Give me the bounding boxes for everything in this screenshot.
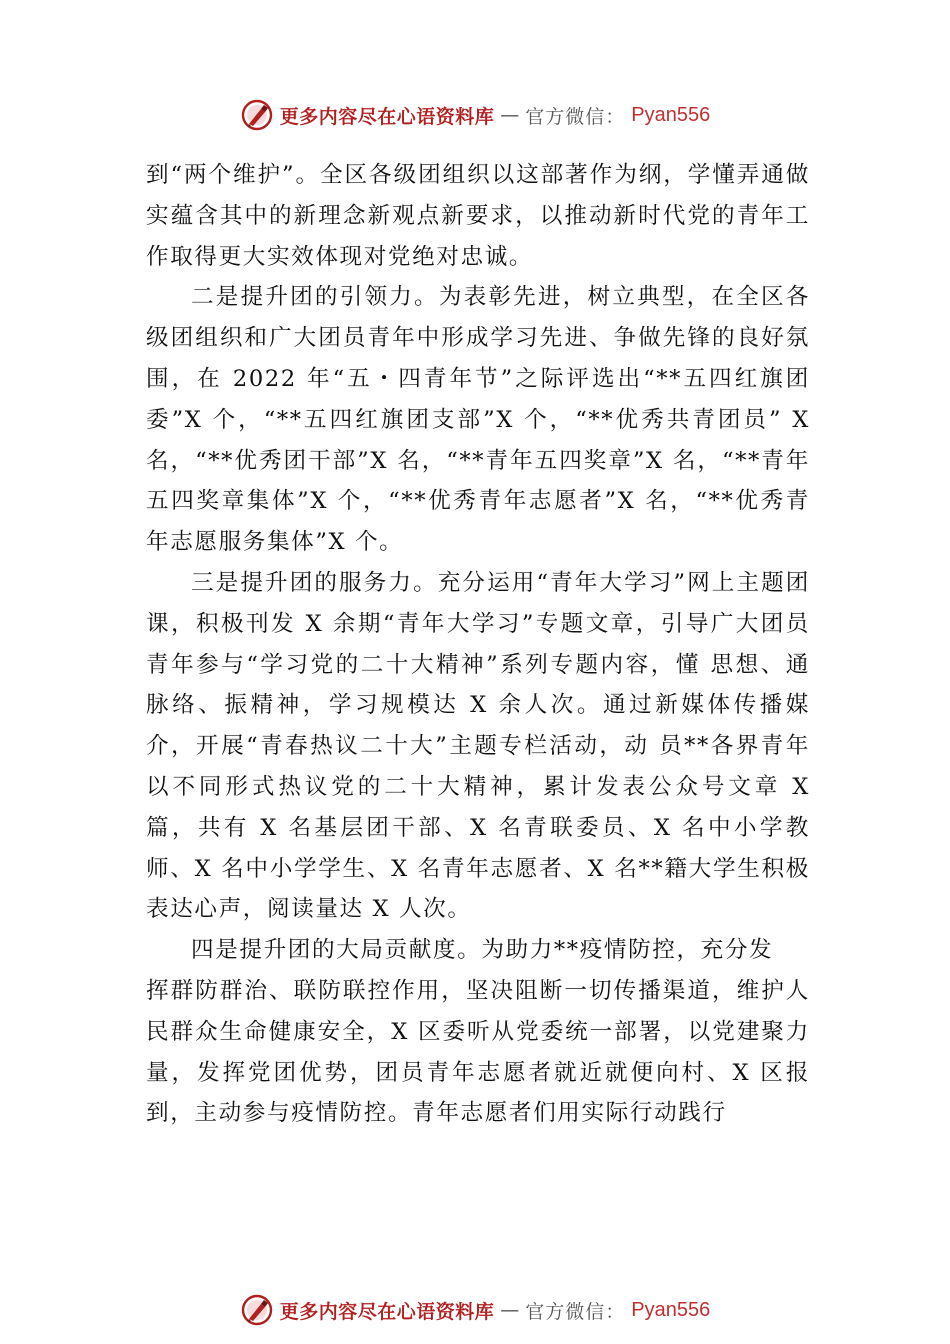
watermark-official-label: 官方微信： (525, 1300, 626, 1323)
footer-watermark (0, 1290, 950, 1330)
watermark-brand-text: 更多内容尽在心语资料库 (279, 105, 495, 128)
pen-seal-icon (240, 98, 274, 132)
watermark-official-label: 官方微信： (525, 105, 626, 128)
watermark-separator: — (500, 1299, 520, 1321)
watermark-brand-text: 更多内容尽在心语资料库 (279, 1300, 495, 1323)
paragraph-service: 三是提升团的服务力。充分运用“青年大学习”网上主题团课，积极刊发 X 余期“青年大学习”专题文章，引导广大团员青年参与“学习党的二十大精神”系列专题内容，懂 思想、通脉络、振精神，学习规模达 X 余人次。通过新媒体传播媒介，开展“青春热议二十大”主题专栏活动，动 员**各界青年以不同形式热议党的二十大精神，累计发表公众号文章 X 篇，共有 X 名基层团干部、X 名青联委员、X 名中小学教师、X 名中小学学生、X 名青年志愿者、X 名**籍大学生积极表达心声，阅读量达 X 人次。 (146, 569, 810, 923)
header-watermark (0, 95, 950, 135)
watermark-wechat-handle: Pyan556 (631, 103, 711, 126)
pen-seal-icon (240, 1293, 274, 1327)
watermark-wechat-handle: Pyan556 (631, 1298, 711, 1321)
paragraph-continuation: 到“两个维护”。全区各级团组织以这部著作为纲，学懂弄通做实蕴含其中的新理念新观点新要求，以推动新时代党的青年工作取得更大实效体现对党绝对忠诚。 (146, 162, 810, 270)
paragraph-leadership: 二是提升团的引领力。为表彰先进，树立典型，在全区各级团组织和广大团员青年中形成学习先进、争做先锋的良好氛围，在 2022 年“五・四青年节”之际评选出“**五四红旗团委”X 个，“**五四红旗团支部”X 个，“**优秀共青团员” X 名，“**优秀团干部”X 名，“**青年五四奖章”X 名，“**青年五四奖章集体”X 个，“**优秀青年志愿者”X 名，“**优秀青年志愿服务集体”X 个。 (146, 284, 810, 556)
document-body (146, 155, 810, 1134)
watermark-separator: — (500, 104, 520, 126)
paragraph-contribution-body: 挥群防群治、联防联控作用，坚决阻断一切传播渠道，维护人民群众生命健康安全，X 区委听从党委统一部署，以党建聚力量，发挥党团优势，团员青年志愿者就近就便向村、X 区报到，主动参与疫情防控。青年志愿者们用实际行动践行 (146, 977, 810, 1127)
paragraph-contribution-heading: 四是提升团的大局贡献度。为助力**疫情防控，充分发 (191, 937, 774, 964)
